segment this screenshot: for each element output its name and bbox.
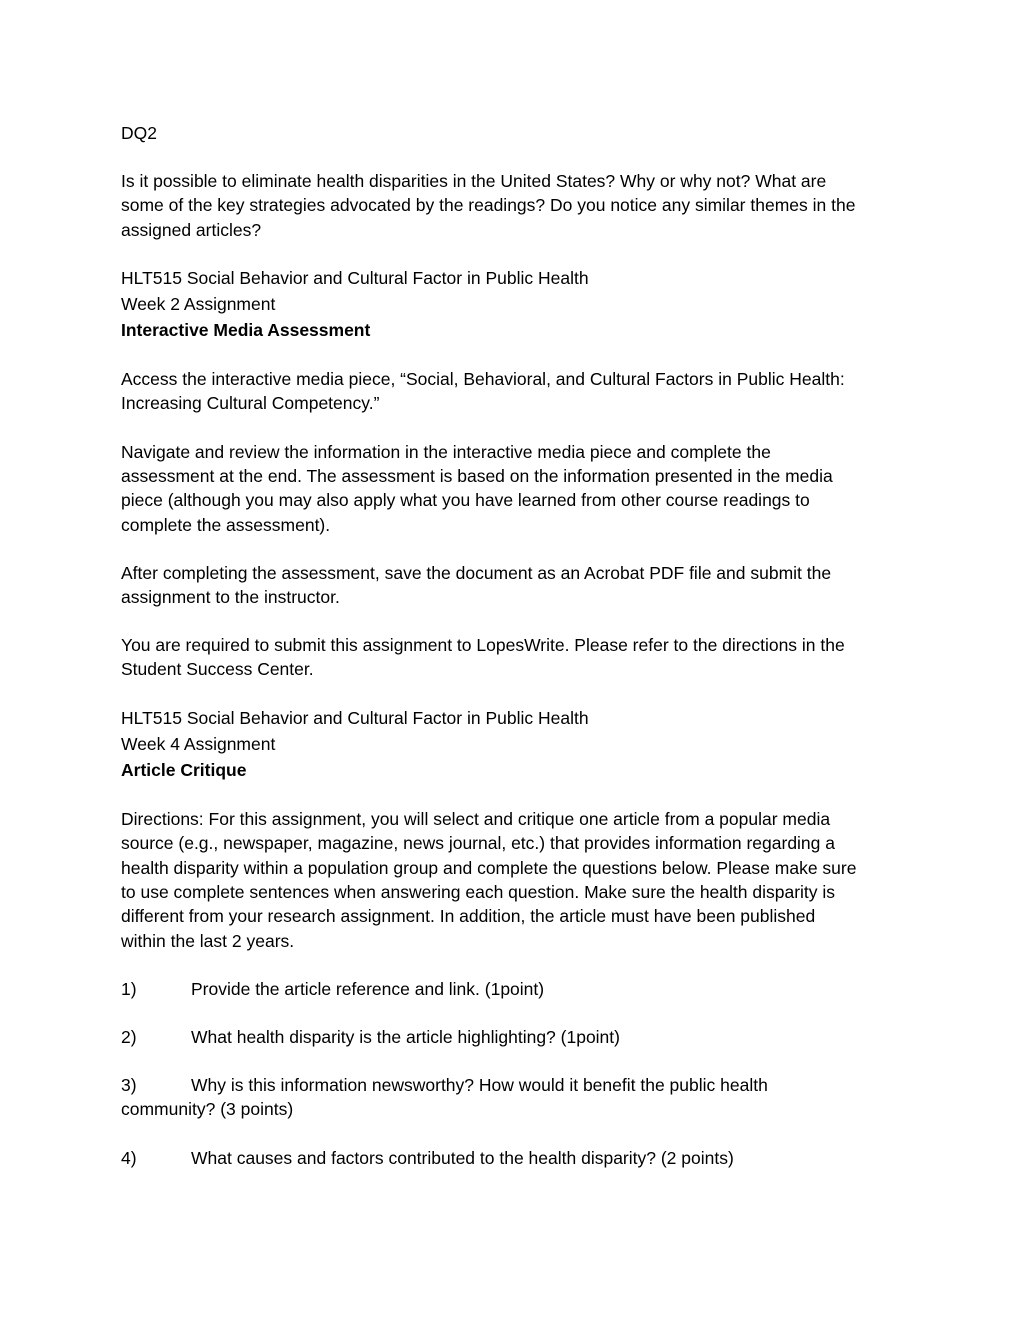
question-item — [121, 1146, 921, 1170]
week4-week-label: Week 4 Assignment — [121, 734, 276, 754]
dq2-question-line: assigned articles? — [121, 220, 262, 240]
question-item — [121, 1073, 921, 1097]
week2-after-line: assignment to the instructor. — [121, 587, 340, 607]
week2-navigate-line: complete the assessment). — [121, 515, 331, 535]
question-item — [121, 977, 921, 1001]
question-number: 2) — [121, 1027, 137, 1047]
question-number: 1) — [121, 979, 137, 999]
week2-navigate-line: Navigate and review the information in the interactive media piece and complete the — [121, 442, 771, 462]
week2-access-line: Access the interactive media piece, “Social, Behavioral, and Cultural Factors in Public Health: — [121, 369, 845, 389]
question-text: Why is this information newsworthy? How would it benefit the public health — [191, 1075, 768, 1095]
week4-directions-line: source (e.g., newspaper, magazine, news journal, etc.) that provides information regarding a — [121, 833, 835, 853]
week4-directions-line: health disparity within a population group and complete the questions below. Please make sure — [121, 858, 857, 878]
question-text: What causes and factors contributed to the health disparity? (2 points) — [191, 1148, 734, 1168]
question-item — [121, 1025, 921, 1049]
week2-after-line: After completing the assessment, save the document as an Acrobat PDF file and submit the — [121, 563, 832, 583]
dq2-heading: DQ2 — [121, 123, 157, 143]
week2-week-label: Week 2 Assignment — [121, 294, 276, 314]
week2-submit-line: You are required to submit this assignment to LopesWrite. Please refer to the directions in the — [121, 635, 845, 655]
week2-assignment-title: Interactive Media Assessment — [121, 320, 371, 340]
week4-course-title: HLT515 Social Behavior and Cultural Factor in Public Health — [121, 708, 589, 728]
week2-access-line: Increasing Cultural Competency.” — [121, 393, 380, 413]
week4-assignment-title: Article Critique — [121, 760, 247, 780]
question-number: 4) — [121, 1148, 137, 1168]
question-continuation: community? (3 points) — [121, 1099, 294, 1119]
week4-directions-line: within the last 2 years. — [121, 931, 295, 951]
week4-directions-line: to use complete sentences when answering each question. Make sure the health disparity is — [121, 882, 836, 902]
week2-navigate-line: assessment at the end. The assessment is based on the information presented in the media — [121, 466, 833, 486]
week2-navigate-line: piece (although you may also apply what you have learned from other course readings to — [121, 490, 810, 510]
dq2-question-line: Is it possible to eliminate health disparities in the United States? Why or why not? What are — [121, 171, 827, 191]
week2-submit-line: Student Success Center. — [121, 659, 314, 679]
question-text: What health disparity is the article highlighting? (1point) — [191, 1027, 620, 1047]
week4-directions-line: Directions: For this assignment, you will select and critique one article from a popular media — [121, 809, 831, 829]
question-text: Provide the article reference and link. (1point) — [191, 979, 545, 999]
week4-directions-line: different from your research assignment. In addition, the article must have been published — [121, 906, 816, 926]
dq2-question-line: some of the key strategies advocated by the readings? Do you notice any similar themes in the — [121, 195, 856, 215]
question-number: 3) — [121, 1075, 137, 1095]
week2-course-title: HLT515 Social Behavior and Cultural Factor in Public Health — [121, 268, 589, 288]
